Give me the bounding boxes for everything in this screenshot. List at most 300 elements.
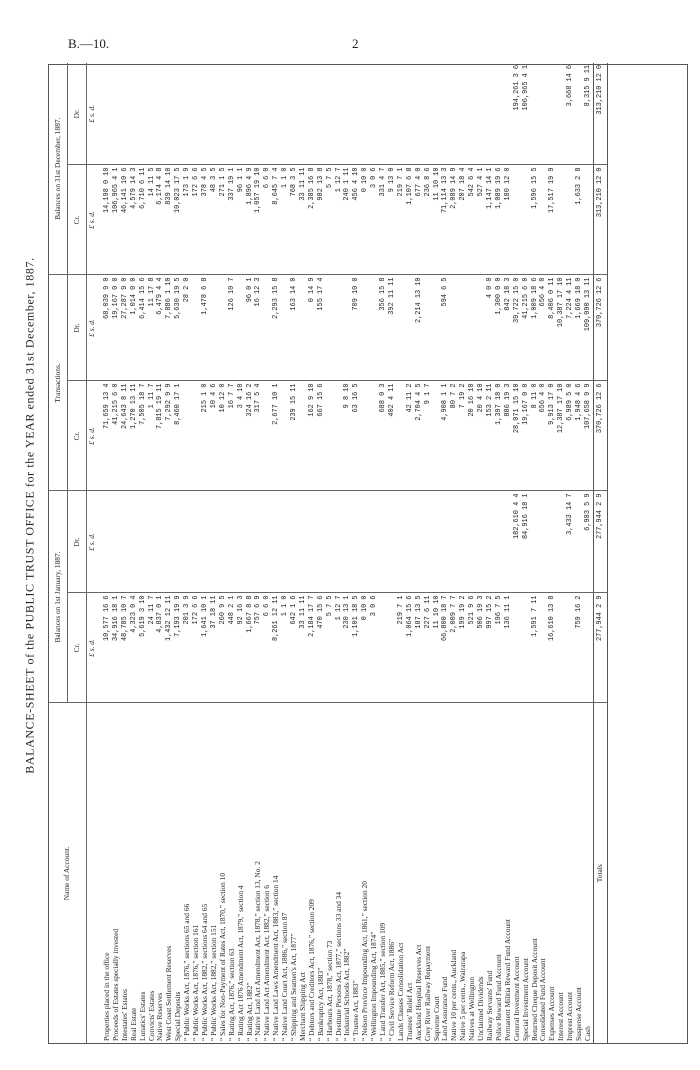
closing-cr: 9 13 0 xyxy=(388,165,397,275)
closing-cr: 1,147 14 1 xyxy=(486,165,495,275)
closing-dr xyxy=(388,63,397,165)
total-closing-cr: 313,210 12 0 xyxy=(593,165,607,275)
opening-dr xyxy=(415,491,424,593)
transactions-cr: 80 7 2 xyxy=(450,381,459,491)
opening-dr xyxy=(299,491,308,593)
table-row xyxy=(379,63,388,1043)
transactions-dr xyxy=(459,275,468,381)
opening-cr: 757 6 9 xyxy=(254,593,263,703)
table-row xyxy=(148,63,157,1043)
closing-dr xyxy=(326,63,335,165)
closing-cr: 527 4 1 xyxy=(477,165,486,275)
account-name: “ Industrial Schools Act, 1882” xyxy=(342,948,352,1041)
transactions-cr: 215 1 0 xyxy=(201,381,210,491)
opening-dr xyxy=(130,491,139,593)
transactions-cr: 9 1 7 xyxy=(424,381,433,491)
closing-dr: 194,261 3 6 xyxy=(513,63,522,165)
opening-cr: 10,577 16 6 xyxy=(103,593,112,703)
opening-cr: 199 19 2 xyxy=(459,593,468,703)
table-row xyxy=(548,63,557,1043)
opening-cr: 521 9 6 xyxy=(468,593,477,703)
opening-dr xyxy=(281,491,290,593)
opening-dr xyxy=(112,491,121,593)
opening-cr: 2,184 17 7 xyxy=(308,593,317,703)
closing-cr: 106,965 4 1 xyxy=(112,165,121,275)
transactions-cr: 20 4 10 xyxy=(477,381,486,491)
opening-dr xyxy=(486,491,495,593)
opening-cr: 136 11 1 xyxy=(504,593,513,703)
opening-cr: 230 13 1 xyxy=(343,593,352,703)
transactions-cr xyxy=(183,381,192,491)
transactions-cr xyxy=(335,381,344,491)
opening-dr xyxy=(192,491,201,593)
transactions-cr: 107,658 9 9 xyxy=(584,381,593,491)
opening-dr xyxy=(174,491,183,593)
table-row xyxy=(281,63,290,1043)
transactions-cr: 162 9 10 xyxy=(308,381,317,491)
opening-cr xyxy=(539,593,548,703)
transactions-dr xyxy=(450,275,459,381)
closing-dr xyxy=(441,63,450,165)
table-row xyxy=(441,63,450,1043)
total-opening-dr: 277,944 2 9 xyxy=(593,491,607,593)
transactions-dr xyxy=(343,275,352,381)
closing-dr xyxy=(139,63,148,165)
table-row xyxy=(522,63,531,1043)
transactions-cr: 41,215 6 0 xyxy=(112,381,121,491)
closing-cr: 173 1 9 xyxy=(183,165,192,275)
closing-dr: 8,315 9 11 xyxy=(584,63,593,165)
closing-dr xyxy=(539,63,548,165)
transactions-dr: 96 0 1 xyxy=(246,275,255,381)
opening-cr: 1,064 15 6 xyxy=(406,593,415,703)
opening-cr: 7,193 19 9 xyxy=(174,593,183,703)
closing-dr xyxy=(433,63,442,165)
opening-dr: 182,610 4 4 xyxy=(513,491,522,593)
closing-dr xyxy=(335,63,344,165)
opening-cr: 5 7 5 xyxy=(326,593,335,703)
closing-cr: 2,089 14 9 xyxy=(450,165,459,275)
account-name: “ Sales for Non-Payment of Rates Act, 1870,” section 10 xyxy=(217,872,227,1041)
transactions-cr: 10 12 0 xyxy=(219,381,228,491)
transactions-dr xyxy=(477,275,486,381)
account-name: Native 10 per cents., Auckland xyxy=(449,949,459,1041)
transactions-cr: 63 16 5 xyxy=(352,381,361,491)
opening-cr: 1 12 7 xyxy=(335,593,344,703)
table-row xyxy=(317,63,326,1043)
closing-dr xyxy=(415,63,424,165)
table-row xyxy=(504,63,513,1043)
account-name: Consolidated Fund Account xyxy=(538,958,548,1041)
closing-dr xyxy=(246,63,255,165)
account-name: “ Destitute Persons Act, 1877,” sections 33 and 34 xyxy=(333,891,343,1041)
closing-dr xyxy=(228,63,237,165)
transactions-dr xyxy=(406,275,415,381)
opening-cr: 187 13 5 xyxy=(415,593,424,703)
units-label: £ s. d. xyxy=(87,63,98,165)
account-name: “ Rating Act 1876 Amendment Act, 1879,” section 4 xyxy=(235,885,245,1041)
transactions-cr xyxy=(192,381,201,491)
opening-dr xyxy=(263,491,272,593)
closing-cr: 8,645 7 4 xyxy=(272,165,281,275)
table-row xyxy=(290,63,299,1043)
account-name: Interest Account xyxy=(556,992,566,1041)
account-name: “ Public Works Act, 1876,” section 161 xyxy=(191,924,201,1041)
opening-dr xyxy=(495,491,504,593)
opening-cr: 642 1 6 xyxy=(290,593,299,703)
closing-dr xyxy=(210,63,219,165)
opening-cr: 3 0 6 xyxy=(370,593,379,703)
closing-dr: 106,965 4 1 xyxy=(522,63,531,165)
account-name: West Coast Settlement Reserves xyxy=(164,945,174,1041)
transactions-dr: 356 15 8 xyxy=(379,275,388,381)
units-label: £ s. d. xyxy=(87,491,98,593)
col-group-transactions: Transactions. xyxy=(49,275,68,491)
opening-dr xyxy=(139,491,148,593)
account-name: Expenses Account xyxy=(547,986,557,1041)
table-row xyxy=(174,63,183,1043)
closing-dr xyxy=(254,63,263,165)
table-row xyxy=(299,63,308,1043)
opening-dr xyxy=(397,491,406,593)
transactions-cr: 402 4 11 xyxy=(388,381,397,491)
account-name: Lands Clauses Consolidation Act xyxy=(395,942,405,1041)
opening-cr: 196 7 5 xyxy=(495,593,504,703)
opening-dr xyxy=(548,491,557,593)
account-name: “ Debtors and Creditors Act, 1876,” section 209 xyxy=(306,899,316,1041)
table-row xyxy=(370,63,379,1043)
transactions-dr: 1,300 0 0 xyxy=(495,275,504,381)
closing-cr xyxy=(522,165,531,275)
closing-dr xyxy=(130,63,139,165)
closing-cr: 1 12 7 xyxy=(335,165,344,275)
account-name: Special Investment Account xyxy=(520,958,530,1041)
opening-dr xyxy=(343,491,352,593)
transactions-cr: 24,643 8 11 xyxy=(121,381,130,491)
account-name: “ Native Land Laws Amendment Act, 1883,” section 14 xyxy=(271,875,281,1041)
col-group-closing: Balances on 31st December, 1887. xyxy=(49,63,68,275)
opening-cr: 1,641 10 1 xyxy=(201,593,210,703)
opening-dr xyxy=(201,491,210,593)
units-label: £ s. d. xyxy=(87,381,98,491)
transactions-cr: 8 11 0 xyxy=(531,381,540,491)
opening-dr xyxy=(557,491,566,593)
transactions-dr: 19,167 0 0 xyxy=(112,275,121,381)
closing-dr xyxy=(121,63,130,165)
closing-cr: 219 7 1 xyxy=(397,165,406,275)
closing-cr: 5 7 5 xyxy=(326,165,335,275)
transactions-dr: 392 11 11 xyxy=(388,275,397,381)
transactions-cr: 4,908 1 1 xyxy=(441,381,450,491)
transactions-cr: 1 11 7 xyxy=(148,381,157,491)
sheet-title-wrapper xyxy=(12,80,48,950)
opening-cr: 1 1 0 xyxy=(281,593,290,703)
account-name: Railway Servants' Fund xyxy=(484,970,494,1041)
transactions-cr: 10 4 6 xyxy=(210,381,219,491)
col-cr-transactions: Cr. xyxy=(68,381,87,491)
table-row xyxy=(539,63,548,1043)
transactions-dr xyxy=(192,275,201,381)
closing-dr xyxy=(424,63,433,165)
closing-cr: 6 6 0 xyxy=(263,165,272,275)
table-row xyxy=(139,63,148,1043)
account-name: “ Native Land Act Amendment Act, 1882,” section 6 xyxy=(262,885,272,1041)
closing-cr: 17,517 19 9 xyxy=(548,165,557,275)
total-opening-cr: 277,944 2 9 xyxy=(593,593,607,703)
opening-dr xyxy=(468,491,477,593)
transactions-cr: 19,167 0 0 xyxy=(522,381,531,491)
transactions-cr: 2,704 4 5 xyxy=(415,381,424,491)
transactions-cr: 3 4 10 xyxy=(237,381,246,491)
col-name-header: Name of Account. xyxy=(49,703,87,1043)
transactions-dr: 11 17 8 xyxy=(148,275,157,381)
total-transactions-cr: 370,726 12 6 xyxy=(593,381,607,491)
opening-dr xyxy=(165,491,174,593)
transactions-dr: 28 2 0 xyxy=(183,275,192,381)
opening-cr: 6 6 0 xyxy=(263,593,272,703)
closing-cr: 0 10 0 xyxy=(361,165,370,275)
transactions-dr: 6,479 4 4 xyxy=(156,275,165,381)
opening-cr xyxy=(379,593,388,703)
transactions-dr: 1,669 18 0 xyxy=(575,275,584,381)
opening-cr: 1,667 8 8 xyxy=(246,593,255,703)
opening-cr: 506 19 3 xyxy=(477,593,486,703)
opening-cr: 4,837 0 1 xyxy=(156,593,165,703)
transactions-cr: 42 11 2 xyxy=(406,381,415,491)
opening-cr: 2,009 7 7 xyxy=(450,593,459,703)
table-row xyxy=(112,63,121,1043)
account-name: “ Wellington Impounding Act, 1874” xyxy=(369,931,379,1041)
opening-dr xyxy=(148,491,157,593)
opening-dr xyxy=(228,491,237,593)
table-row xyxy=(183,63,192,1043)
account-name: “ Land Transfer Act, 1885,” section 109 xyxy=(378,922,388,1041)
opening-cr: 227 6 11 xyxy=(424,593,433,703)
transactions-dr: 656 4 0 xyxy=(539,275,548,381)
opening-dr xyxy=(308,491,317,593)
table-row xyxy=(406,63,415,1043)
table-row xyxy=(477,63,486,1043)
transactions-dr xyxy=(335,275,344,381)
opening-cr: 759 16 2 xyxy=(575,593,584,703)
closing-cr: 3 0 6 xyxy=(370,165,379,275)
transactions-dr: 68,039 9 0 xyxy=(103,275,112,381)
transactions-dr xyxy=(433,275,442,381)
transactions-dr xyxy=(219,275,228,381)
table-row xyxy=(424,63,433,1043)
account-name: Real Estate xyxy=(128,1007,138,1041)
opening-cr xyxy=(566,593,575,703)
closing-dr xyxy=(237,63,246,165)
opening-dr xyxy=(219,491,228,593)
transactions-dr xyxy=(370,275,379,381)
transactions-dr: 8,406 0 11 xyxy=(548,275,557,381)
table-row xyxy=(584,63,593,1043)
transactions-cr: 71,659 13 4 xyxy=(103,381,112,491)
opening-dr xyxy=(361,491,370,593)
transactions-cr: 8,460 17 1 xyxy=(174,381,183,491)
transactions-cr: 886 19 3 xyxy=(504,381,513,491)
account-name: “ Native Land Act Amendment Act, 1878,” section 13, No. 2 xyxy=(253,861,263,1041)
account-name: Grey River Railway Repayment xyxy=(422,945,432,1041)
opening-dr xyxy=(183,491,192,593)
page-number: 2 xyxy=(352,36,359,51)
account-name: Intestates' Estates xyxy=(119,988,129,1041)
table-row xyxy=(397,63,406,1043)
closing-dr xyxy=(557,63,566,165)
account-name: Unclaimed Dividends xyxy=(476,976,486,1041)
closing-dr xyxy=(486,63,495,165)
opening-dr xyxy=(388,491,397,593)
transactions-cr: 1,948 4 6 xyxy=(575,381,584,491)
opening-dr xyxy=(156,491,165,593)
closing-cr: 271 1 5 xyxy=(219,165,228,275)
transactions-dr: 39,722 15 0 xyxy=(513,275,522,381)
transactions-dr: 1,014 0 0 xyxy=(130,275,139,381)
account-name: “ Rating Act, 1876,” section 63 xyxy=(226,948,236,1041)
opening-cr: 1,591 7 11 xyxy=(531,593,540,703)
table-row xyxy=(513,63,522,1043)
opening-dr xyxy=(272,491,281,593)
table-row xyxy=(201,63,210,1043)
col-dr-opening: Dr. xyxy=(68,491,87,593)
transactions-dr: 594 6 5 xyxy=(441,275,450,381)
transactions-cr: 9 8 10 xyxy=(343,381,352,491)
closing-cr: 71,114 13 3 xyxy=(441,165,450,275)
closing-dr xyxy=(165,63,174,165)
units-label: £ s. d. xyxy=(87,165,98,275)
transactions-cr: 656 4 0 xyxy=(539,381,548,491)
account-name: “ Public Works Act, 1876,” sections 65 and 66 xyxy=(182,903,192,1041)
closing-dr xyxy=(575,63,584,165)
transactions-dr: 163 14 0 xyxy=(290,275,299,381)
opening-dr xyxy=(210,491,219,593)
closing-dr xyxy=(548,63,557,165)
col-dr-closing: Dr. xyxy=(68,63,87,165)
closing-dr xyxy=(477,63,486,165)
transactions-dr: 7,886 1 10 xyxy=(165,275,174,381)
closing-cr: 1,596 15 5 xyxy=(531,165,540,275)
opening-cr: 92 16 3 xyxy=(237,593,246,703)
table-row xyxy=(388,63,397,1043)
opening-cr: 66,800 18 7 xyxy=(441,593,450,703)
closing-cr xyxy=(566,165,575,275)
opening-dr xyxy=(317,491,326,593)
closing-cr xyxy=(557,165,566,275)
transactions-dr: 5,630 19 5 xyxy=(174,275,183,381)
closing-cr: 2,385 16 8 xyxy=(308,165,317,275)
closing-dr xyxy=(504,63,513,165)
transactions-dr xyxy=(299,275,308,381)
transactions-cr: 6,989 5 0 xyxy=(566,381,575,491)
closing-cr: 1 1 0 xyxy=(281,165,290,275)
closing-dr xyxy=(148,63,157,165)
transactions-cr: 16 7 7 xyxy=(228,381,237,491)
transactions-dr xyxy=(397,275,406,381)
account-name: Suspense Account xyxy=(574,987,584,1041)
opening-dr xyxy=(370,491,379,593)
opening-cr: 24 11 7 xyxy=(148,593,157,703)
transactions-cr: 12,387 17 10 xyxy=(557,381,566,491)
transactions-cr: 317 5 4 xyxy=(254,381,263,491)
table-row xyxy=(531,63,540,1043)
opening-dr: 6,983 5 9 xyxy=(584,491,593,593)
units-label: £ s. d. xyxy=(87,275,98,381)
table-row xyxy=(468,63,477,1043)
table-row xyxy=(495,63,504,1043)
table-row xyxy=(130,63,139,1043)
opening-cr: 11 10 10 xyxy=(433,593,442,703)
units-label: £ s. d. xyxy=(87,593,98,703)
opening-dr xyxy=(441,491,450,593)
totals-row xyxy=(593,63,607,1043)
total-transactions-dr: 370,726 12 6 xyxy=(593,275,607,381)
opening-cr xyxy=(584,593,593,703)
account-name: Special Deposits xyxy=(173,991,183,1041)
opening-dr xyxy=(575,491,584,593)
transactions-cr: 1,397 18 0 xyxy=(495,381,504,491)
closing-dr xyxy=(272,63,281,165)
transactions-dr: 1,478 6 8 xyxy=(201,275,210,381)
account-name: “ Rating Act, 1882” xyxy=(244,982,254,1041)
opening-cr: 997 15 2 xyxy=(486,593,495,703)
closing-dr xyxy=(459,63,468,165)
closing-cr xyxy=(539,165,548,275)
table-row xyxy=(557,63,566,1043)
table-row xyxy=(486,63,495,1043)
opening-cr: 1,432 12 11 xyxy=(165,593,174,703)
closing-dr xyxy=(370,63,379,165)
closing-cr: 48 3 5 xyxy=(210,165,219,275)
account-name: Convicts' Estates xyxy=(146,990,156,1041)
table-row xyxy=(121,63,130,1043)
closing-cr: 180 12 0 xyxy=(504,165,513,275)
closing-dr xyxy=(406,63,415,165)
transactions-cr xyxy=(299,381,308,491)
opening-dr xyxy=(459,491,468,593)
account-name: Imprest Account xyxy=(565,991,575,1041)
opening-dr xyxy=(477,491,486,593)
account-name: “ Shipping and Seamen's Act, 1877” xyxy=(289,933,299,1041)
transactions-dr: 10,387 17 10 xyxy=(557,275,566,381)
closing-cr: 1,633 2 8 xyxy=(575,165,584,275)
account-name: Lunatics' Estates xyxy=(137,991,147,1041)
account-name: Land Assurance Fund xyxy=(440,976,450,1041)
table-row xyxy=(219,63,228,1043)
closing-cr: 839 14 10 xyxy=(165,165,174,275)
col-group-opening: Balances on 1st January, 1887. xyxy=(49,491,68,703)
opening-cr: 16,610 13 8 xyxy=(548,593,557,703)
opening-cr: 219 7 1 xyxy=(397,593,406,703)
closing-cr: 207 18 4 xyxy=(459,165,468,275)
table-row xyxy=(459,63,468,1043)
col-cr-opening: Cr. xyxy=(68,593,87,703)
opening-cr: 34,916 18 1 xyxy=(112,593,121,703)
closing-dr xyxy=(468,63,477,165)
opening-cr: 0 10 0 xyxy=(361,593,370,703)
transactions-cr: 28,071 15 10 xyxy=(513,381,522,491)
transactions-dr xyxy=(326,275,335,381)
closing-cr: 1,107 6 8 xyxy=(406,165,415,275)
closing-cr: 1,089 19 6 xyxy=(495,165,504,275)
closing-dr xyxy=(112,63,121,165)
closing-cr: 1,057 19 10 xyxy=(254,165,263,275)
transactions-cr: 7 19 2 xyxy=(459,381,468,491)
opening-cr: 5,619 3 10 xyxy=(139,593,148,703)
transactions-dr: 155 17 4 xyxy=(317,275,326,381)
closing-dr xyxy=(183,63,192,165)
table-row xyxy=(237,63,246,1043)
